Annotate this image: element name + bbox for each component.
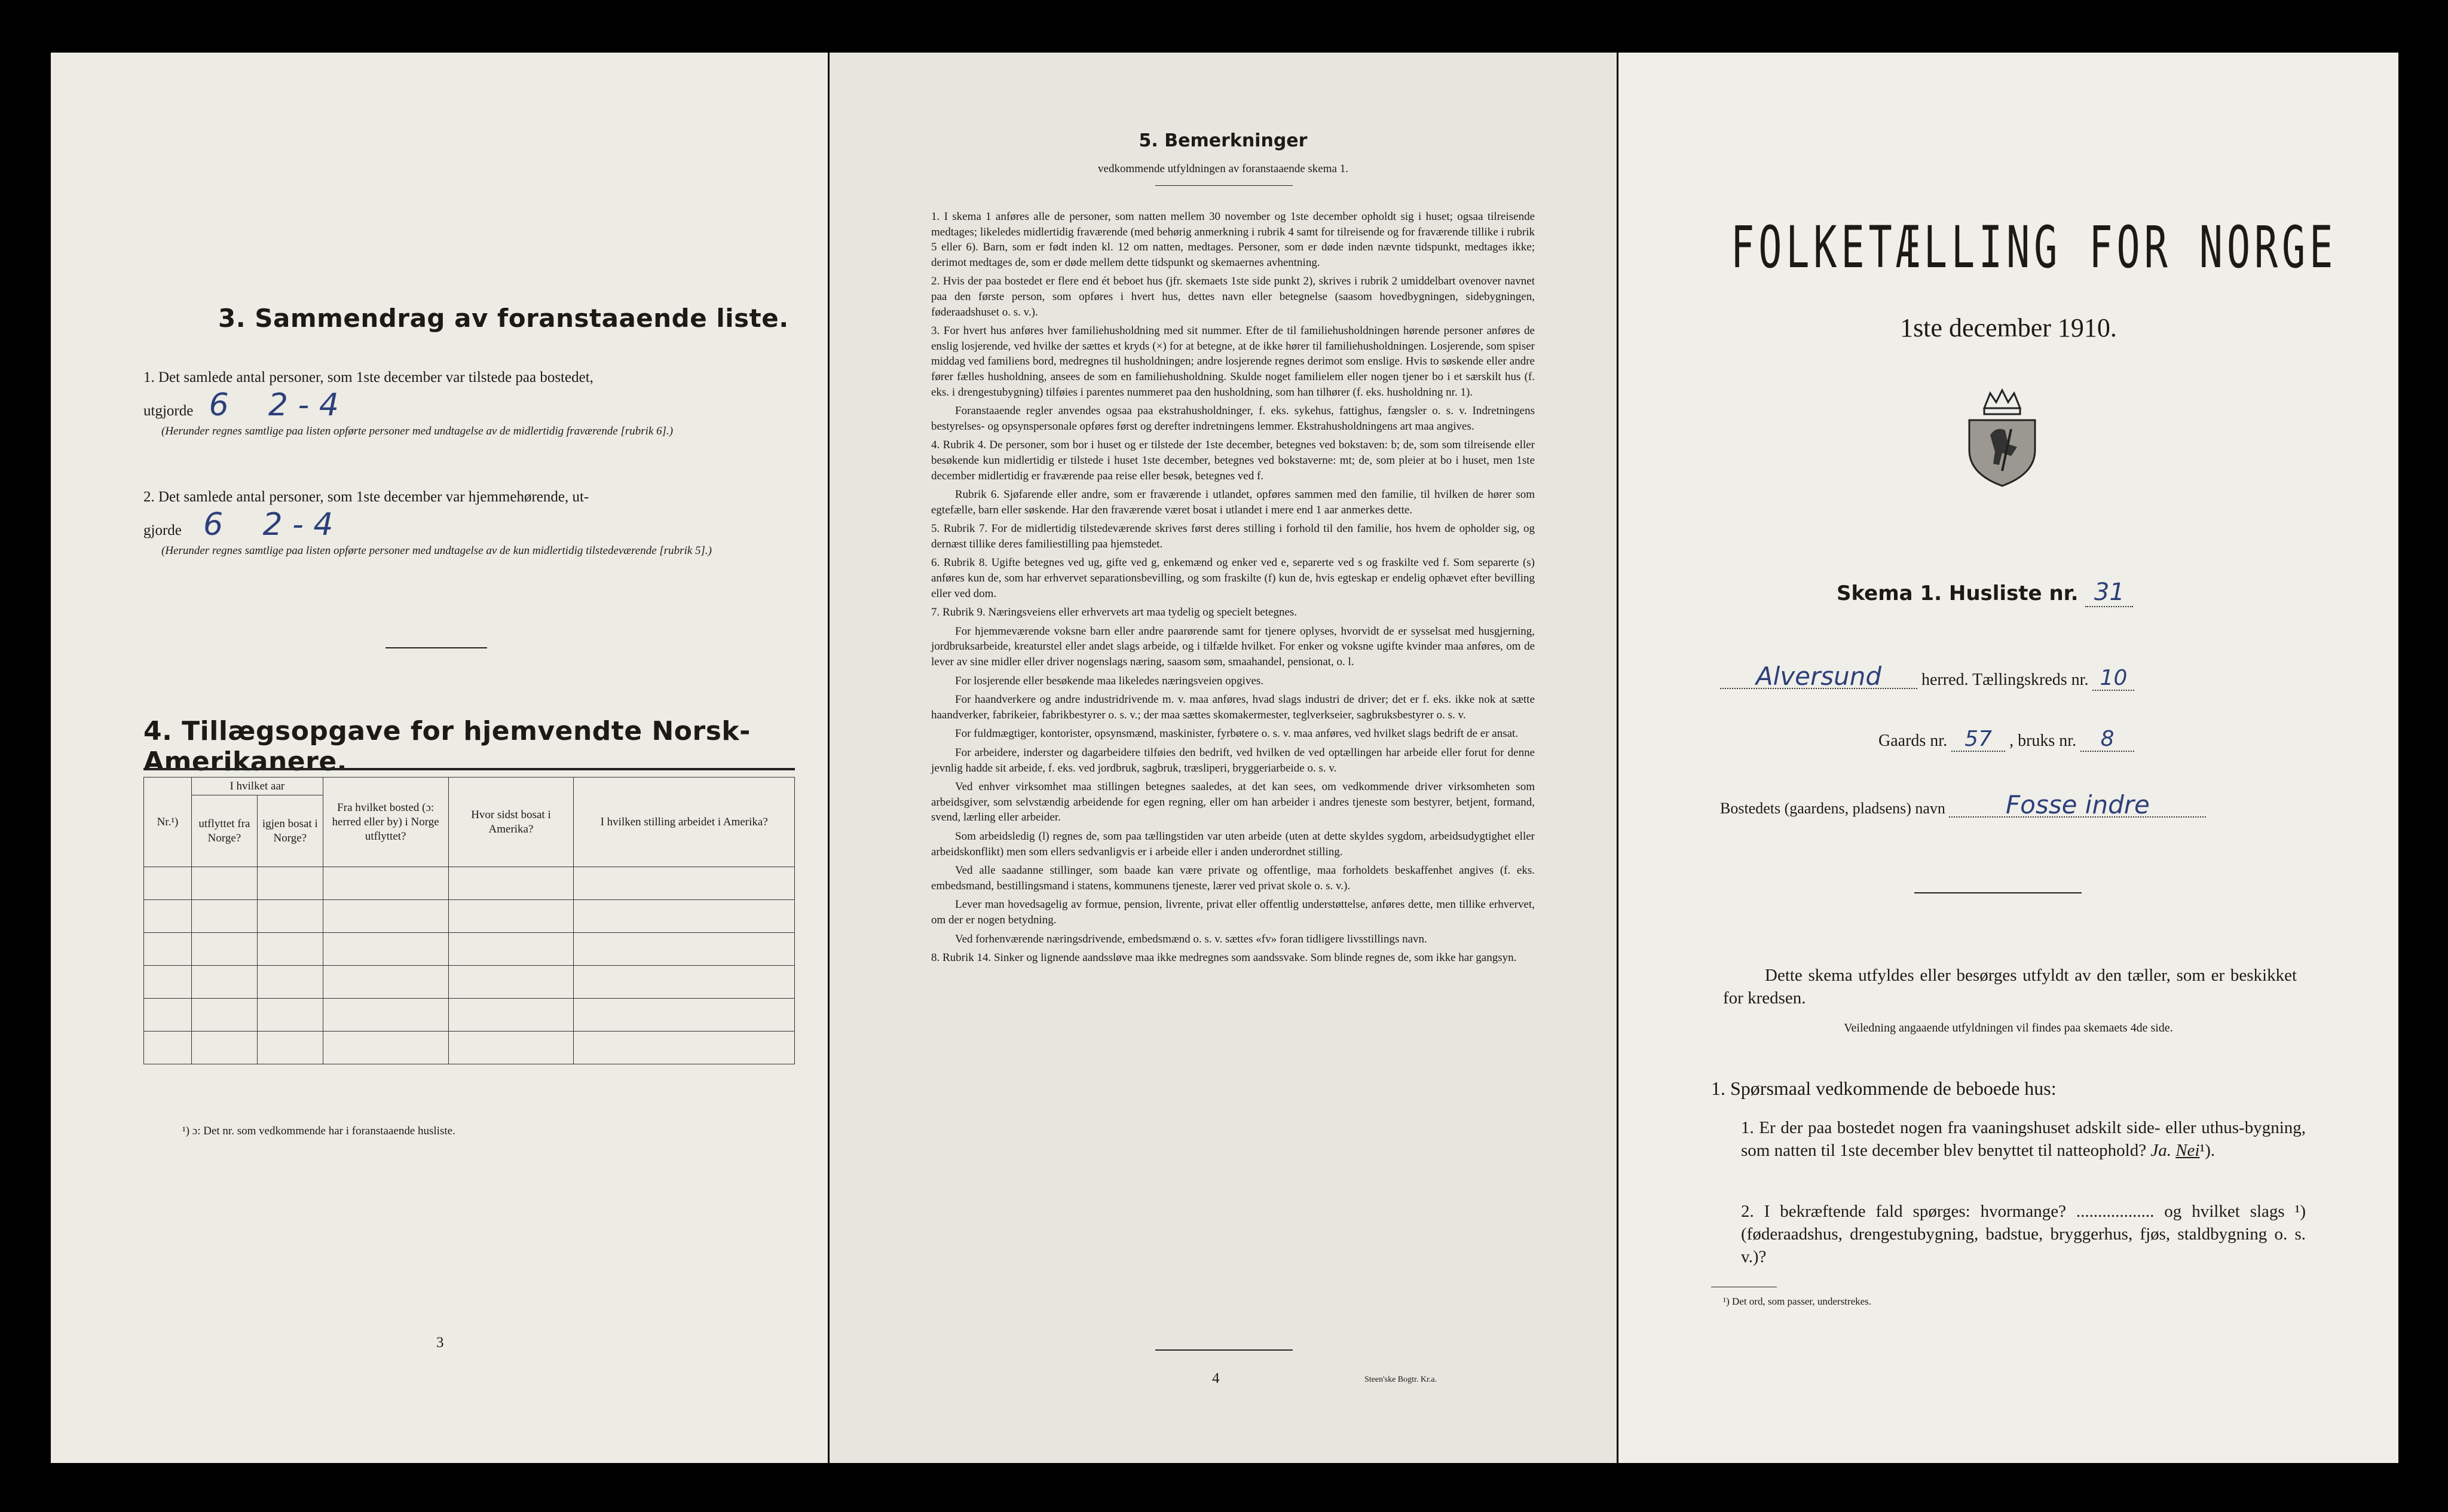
section-4-title: 4. Tillægsopgave for hjemvendte Norsk-Amerikanere. (143, 716, 751, 777)
printer-mark: Steen'ske Bogtr. Kr.a. (1364, 1375, 1437, 1384)
norway-coat-of-arms-icon (1960, 387, 2044, 489)
page-4-remarks (830, 53, 1617, 1463)
table-cell (448, 867, 574, 900)
summary-item-1-text: 1. Det samlede antal personer, som 1ste december var tilstede paa bostedet, (143, 369, 593, 385)
table-row (144, 1032, 795, 1064)
answer-suffix: ¹). (2199, 1141, 2216, 1160)
table-row (144, 867, 795, 900)
table-cell (448, 1032, 574, 1064)
remark-paragraph: 3. For hvert hus anføres hver familiehusholdning med sit nummer. Efter de til familiehusholdningen hørende personer anføres de enslig losjerende, ved hvilke der sættes et kryds (×) for at betegne, at de ikke hører til familiehusholdningen. Losjerende, som spiser middag ved familiens bord, medregnes til husholdningen; andre losjerende regnes derimot som enslige. Hvis to søskende eller andre fører fælles husholdning, ansees de som en familiehusholdning. Skulde noget familielem eller nogen tjener bo i et særskilt hus (f. eks. i drengestubygning) tilføies i parentes nummeret paa den husholdning, som han tilhører (f. eks. husholdning nr. 1). (931, 325, 1535, 399)
table-cell (191, 1032, 257, 1064)
table-cell (257, 900, 323, 933)
bottom-divider (1155, 1349, 1293, 1351)
handwritten-total-present: 6 (209, 387, 229, 423)
summary-item-2-note: (Herunder regnes samtlige paa listen opførte personer med undtagelse av de kun midlertidig tilstedeværende [rubrik 5].) (161, 544, 712, 557)
table-cell (574, 933, 795, 966)
census-title: FOLKETÆLLING FOR NORGE (1731, 214, 2337, 281)
col-igjen: igjen bosat i Norge? (257, 795, 323, 867)
page-number: 3 (436, 1335, 444, 1351)
table-cell (323, 1032, 448, 1064)
bosted-label: Bostedets (gaardens, pladsens) navn (1720, 800, 1945, 817)
table-cell (323, 966, 448, 999)
question-1 (1741, 1116, 2306, 1162)
table-cell (323, 900, 448, 933)
summary-item-1-note: (Herunder regnes samtlige paa listen opførte personer med undtagelse av de midlertidig fraværende [rubrik 6].) (161, 425, 674, 437)
answer-ja: Ja. (2150, 1141, 2171, 1160)
divider (385, 647, 487, 648)
table-cell (574, 1032, 795, 1064)
col-fra: Fra hvilket bosted (ɔ: herred eller by) i Norge utflyttet? (323, 778, 448, 867)
remark-paragraph: Som arbeidsledig (l) regnes de, som paa tællingstiden var uten arbeide (uten at dette skyldes sygdom, arbeidsudygtighet eller arbeidskonflikt) men som ellers sedvanligvis er i arbeide eller i anden underordnet stilling. (931, 830, 1535, 858)
question-2: 2. I bekræftende fald spørges: hvormange? .................. og hvilket slags ¹) (føderaadshus, drengestubygning, badstue, bryggerhus, fjøs, staldbygning o. s. v.)? (1741, 1202, 2306, 1266)
summary-item-2-text: 2. Det samlede antal personer, som 1ste december var hjemmehørende, ut- (143, 489, 589, 505)
col-group-year: I hvilket aar (191, 778, 323, 795)
table-cell (574, 867, 795, 900)
question-heading: 1. Spørsmaal vedkommende de beboede hus: (1711, 1078, 2057, 1099)
summary-item-1 (143, 366, 789, 440)
table-row (144, 933, 795, 966)
table-cell (257, 867, 323, 900)
skema-label: Skema 1. Husliste nr. (1837, 581, 2079, 605)
remark-paragraph: For haandverkere og andre industridrivende m. v. maa anføres, hvad slags industri de driver; det er f. eks. ikke nok at sætte haandverker, fabrikeier, fabrikbestyrer o. s. v.; der maa sættes skomakermester, teglverkseier, sagbruksbestyrer o. s. v. (931, 693, 1535, 721)
table-cell (144, 933, 192, 966)
table-cell (323, 933, 448, 966)
table-cell (257, 1032, 323, 1064)
cover-footnote: ¹) Det ord, som passer, understrekes. (1723, 1296, 1872, 1307)
table-cell (144, 1032, 192, 1064)
remarks-subtitle: vedkommende utfyldningen av foranstaaende skema 1. (1098, 163, 1348, 175)
table-cell (257, 966, 323, 999)
remark-paragraph: 6. Rubrik 8. Ugifte betegnes ved ug, gifte ved g, enkemænd og enker ved e, separerte ved s og fraskilte ved f. Som separerte (s) anføres kun de, som har erhvervet separationsbevilling, og som fraskilte (f) kun de, hvis egteskap er endelig ophævet efter bevilling eller ved dom. (931, 556, 1535, 600)
intro-note: Veiledning angaaende utfyldningen vil findes paa skemaets 4de side. (1844, 1021, 2173, 1034)
remark-paragraph: Ved enhver virksomhet maa stillingen betegnes saaledes, at det kan sees, om vedkommende driver virksomheten som arbeidsgiver, som selvstændig arbeidende for egen regning, eller om han arbeider i andres tjeneste som bestyrer, betjent, formand, svend, lærling eller arbeider. (931, 781, 1535, 824)
col-utflyttet: utflyttet fra Norge? (191, 795, 257, 867)
ornament-divider (1914, 892, 2082, 893)
bosted-field: Fosse indre (1949, 794, 2206, 818)
table-row (144, 900, 795, 933)
table-top-rule (143, 768, 795, 770)
remark-paragraph: Ved alle saadanne stillinger, som baade kan være private og offentlige, maa forholdets beskaffenhet angives (f. eks. embedsmand, bestillingsmand i statens, kommunens tjeneste, lærer ved privat skole o. s. v.). (931, 864, 1535, 892)
kreds-field: 10 (2092, 667, 2134, 691)
section-3-title: 3. Sammendrag av foranstaaende liste. (218, 304, 789, 333)
table-cell (323, 867, 448, 900)
col-nr: Nr.¹) (144, 778, 192, 867)
remark-paragraph: Rubrik 6. Sjøfarende eller andre, som er fraværende i utlandet, opføres sammen med den familie, til hvilken de hører som egtefælle, barn eller søskende. Har den fraværende været bosat i utlandet i mere end 1 aar anmerkes dette. (931, 488, 1535, 516)
table-cell (257, 933, 323, 966)
remark-paragraph: For hjemmeværende voksne barn eller andre paarørende samt for tjenere oplyses, hvorvidt de er sysselsat med husgjerning, jordbruksarbeide, kreaturstel eller andet slags arbeide, og i tilfælde hvilket. For enker og voksne ugifte kvinder maa anføres, om de lever av sine midler eller driver nogenslags næring, saasom søm, smaahandel, pensionat, o. l. (931, 625, 1535, 669)
table-cell (448, 966, 574, 999)
remark-paragraph: 1. I skema 1 anføres alle de personer, som natten mellem 30 november og 1ste december opholdt sig i huset; ogsaa tilreisende medtages; likeledes midlertidig fraværende (med behørig anmerkning i rubrik 4 samt for tilreisende og for fraværende tillike i rubrik 5 eller 6). Barn, som er født inden kl. 12 om natten, medtages. Personer, som er døde inden nævnte tidspunkt, medtages ikke; derimot medtages de, som er døde mellem dette tidspunkt og skemaernes avhentning. (931, 210, 1535, 269)
table-cell (191, 933, 257, 966)
remark-paragraph: Foranstaaende regler anvendes ogsaa paa ekstrahusholdninger, f. eks. sykehus, fattighus, fængsler o. s. v. Indretningens bestyrelses- og opsynspersonale opføres først og derefter indretningens lemmer. Ekstrahusholdningens art maa angives. (931, 405, 1535, 433)
remark-paragraph: For fuldmægtiger, kontorister, opsynsmænd, maskinister, fyrbøtere o. s. v. maa anføres, ved hvilket slags bedrift de er ansat. (955, 727, 1519, 740)
summary-item-2 (143, 486, 789, 559)
norsk-amerikanere-table (143, 777, 795, 1064)
question-1-text: 1. Er der paa bostedet nogen fra vaaningshuset adskilt side- eller uthus-bygning, som natten til 1ste december blev benyttet til natteophold? (1741, 1118, 2306, 1160)
table-cell (448, 900, 574, 933)
table-cell (144, 999, 192, 1032)
census-date: 1ste december 1910. (1900, 313, 2117, 342)
table-cell (448, 999, 574, 1032)
table-cell (191, 900, 257, 933)
col-stilling: I hvilken stilling arbeidet i Amerika? (574, 778, 795, 867)
summary-item-1-label: utgjorde (143, 403, 194, 419)
remark-paragraph: Ved forhenværende næringsdrivende, embedsmænd o. s. v. sættes «fv» foran tidligere livsstillings navn. (955, 932, 1427, 945)
intro-text: Dette skema utfyldes eller besørges utfyldt av den tæller, som er beskikket for kredsen. (1723, 966, 2297, 1008)
table-cell (448, 933, 574, 966)
answer-nei-underlined: Nei (2175, 1141, 2200, 1160)
bruks-field: 8 (2080, 728, 2134, 752)
skema-line (1837, 579, 2133, 607)
handwritten-split-resident: 2 - 4 (262, 507, 333, 543)
table-cell (191, 999, 257, 1032)
herred-line (1720, 662, 2377, 691)
table-cell (574, 966, 795, 999)
herred-label: herred. Tællingskreds nr. (1921, 671, 2089, 689)
table-cell (144, 966, 192, 999)
table-cell (574, 999, 795, 1032)
remark-paragraph: 5. Rubrik 7. For de midlertidig tilstedeværende skrives først deres stilling i forhold til den familie, hos hvem de opholder sig, og dernæst tillike deres familiestilling paa hjemstedet. (931, 522, 1535, 550)
handwritten-split-present: 2 - 4 (268, 387, 339, 423)
gaards-field: 57 (1951, 728, 2005, 752)
table-row (144, 966, 795, 999)
remarks-list (931, 209, 1535, 969)
husliste-number-field: 31 (2085, 579, 2133, 607)
bosted-line (1720, 790, 2206, 820)
table-cell (144, 867, 192, 900)
subtitle-divider (1155, 185, 1293, 186)
remark-paragraph: 2. Hvis der paa bostedet er flere end ét beboet hus (jfr. skemaets 1ste side punkt 2), skrives i rubrik 2 umiddelbart ovenover navnet paa den første person, som opføres i hvert hus, dettes navn eller betegnelse (saasom hovedbygningen, sidebygningen, føderaadshuset o. s. v.). (931, 275, 1535, 319)
remark-paragraph: 7. Rubrik 9. Næringsveiens eller erhvervets art maa tydelig og specielt betegnes. (931, 606, 1298, 619)
table-footnote: ¹) ɔ: Det nr. som vedkommende har i foranstaaende husliste. (182, 1125, 455, 1137)
remarks-title: 5. Bemerkninger (1139, 130, 1308, 151)
table-cell (257, 999, 323, 1032)
remark-paragraph: Lever man hovedsagelig av formue, pension, livrente, privat eller offentlig understøttelse, anføres dette, men tillike erhvervet, om der er nogen betydning. (931, 898, 1535, 926)
page-1-cover (1618, 53, 2398, 1463)
handwritten-total-resident: 6 (203, 507, 224, 543)
col-hvor: Hvor sidst bosat i Amerika? (448, 778, 574, 867)
gaards-label: Gaards nr. (1878, 731, 1948, 750)
remark-paragraph: For arbeidere, inderster og dagarbeidere tilføies den bedrift, ved hvilken de ved optællingen har arbeide eller forut for denne jevnlig hadde sit arbeide, f. eks. ved jordbruk, sagbruk, træsliperi, bryggeriarbeide o. s. v. (931, 746, 1535, 775)
bruks-label: , bruks nr. (2009, 731, 2077, 750)
table-cell (574, 900, 795, 933)
table-cell (144, 900, 192, 933)
remark-paragraph: 8. Rubrik 14. Sinker og lignende aandssløve maa ikke medregnes som aandssvake. Som blinde regnes de, som ikke har gangsyn. (931, 951, 1517, 965)
table-row (144, 999, 795, 1032)
page-3-summary (51, 53, 828, 1463)
herred-field: Alversund (1720, 665, 1917, 689)
table-cell (323, 999, 448, 1032)
remark-paragraph: 4. Rubrik 4. De personer, som bor i huset og er tilstede der 1ste december, betegnes ved bokstaven: b; de, som som tilreisende eller besøkende kun midlertidig er tilstede i huset 1ste december, betegnes ved bokstaverne: mt; de, som pleier at bo i huset, men 1ste december midlertidig er fraværende paa reise eller besøk, betegnes ved f. (931, 439, 1535, 482)
remark-paragraph: For losjerende eller besøkende maa likeledes næringsveien opgives. (955, 674, 1264, 687)
table-cell (191, 966, 257, 999)
table-cell (191, 867, 257, 900)
page-number: 4 (1212, 1370, 1220, 1386)
gaards-line (1878, 728, 2134, 752)
summary-item-2-label: gjorde (143, 522, 182, 538)
